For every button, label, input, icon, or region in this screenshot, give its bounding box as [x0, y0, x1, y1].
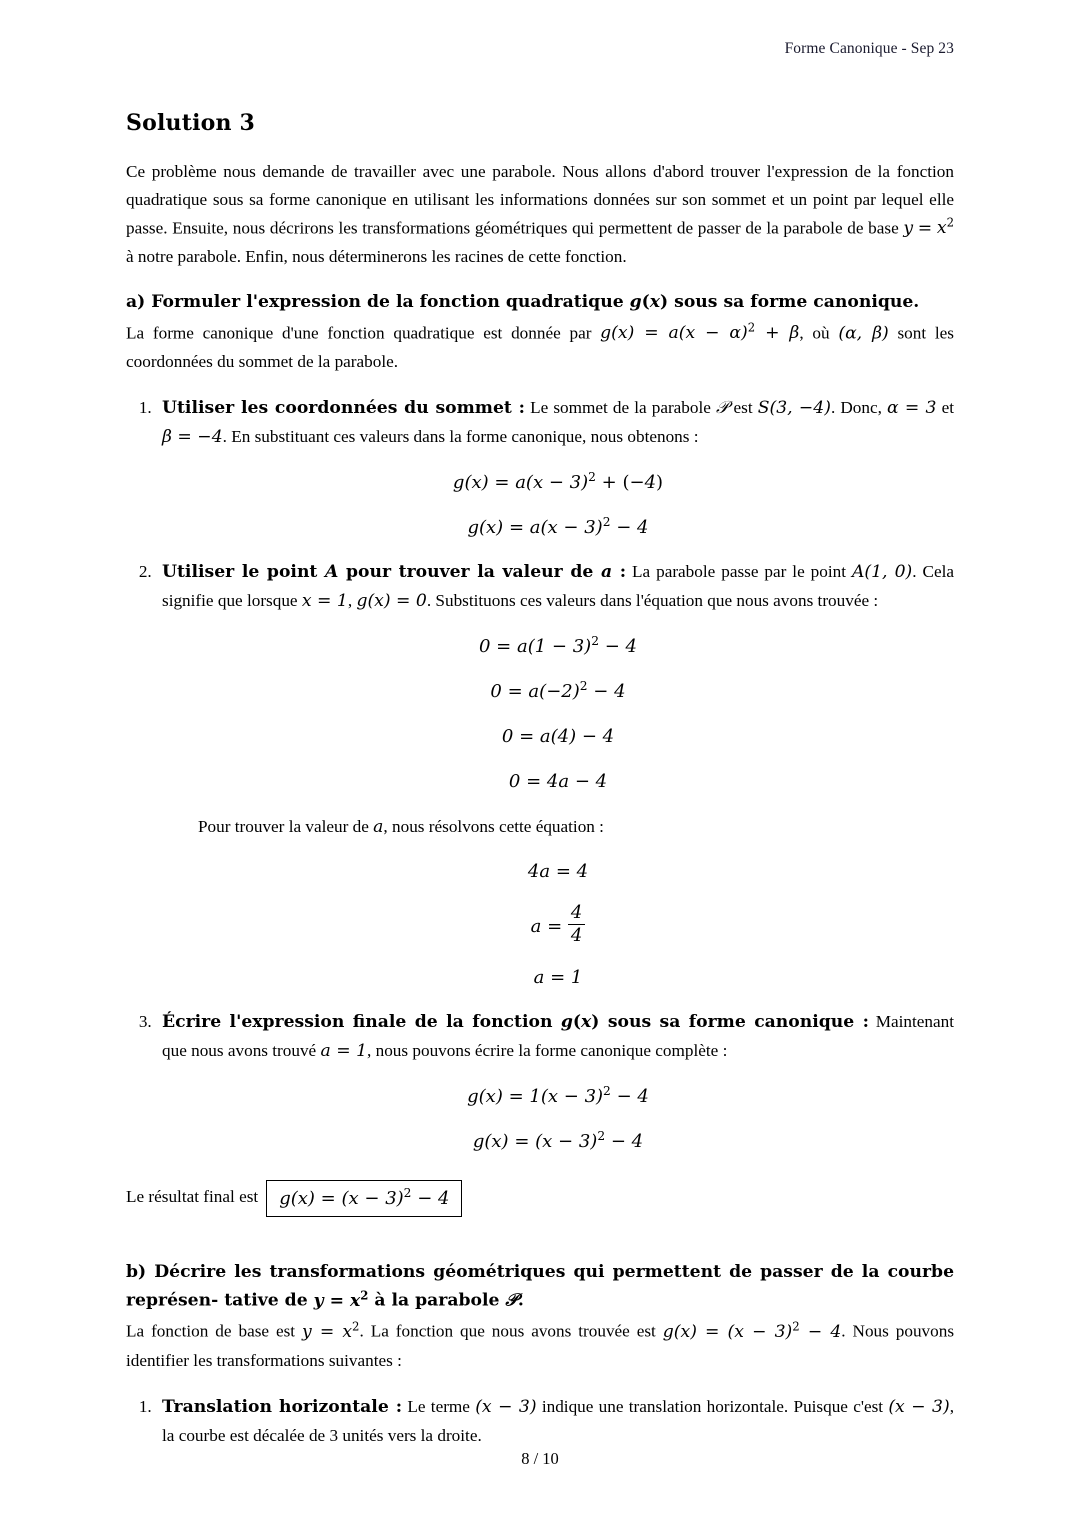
equation: $g(x) = 1(x - 3)^2 - 4$: [467, 1083, 649, 1107]
part-a-heading: a) Formuler l'expression de la fonction quadratique g(x) sous sa forme canonique.: [126, 292, 920, 313]
page-title: Solution 3: [126, 110, 256, 136]
equation: 0 = a(4) − 4: [501, 726, 615, 748]
step-note: Pour trouver la valeur de a, nous résolvons cette équation :: [198, 816, 604, 837]
section-spacer: [126, 1211, 954, 1259]
result-boxed-equation: $g(x) = (x - 3)^2 - 4$: [266, 1180, 462, 1217]
equation: $0 = a(1 - 3)^2 - 4$: [478, 633, 638, 657]
step-label: Écrire l'expression finale de la fonction g(x) sous sa forme canonique :: [162, 1012, 869, 1033]
result-prefix: Le résultat final est: [126, 1187, 259, 1207]
equation: 4a = 4: [527, 861, 589, 883]
equation: $g(x) = a(x - 3)^2 + (-4)$: [452, 469, 664, 493]
step-label: Utiliser le point A pour trouver la valeur de a :: [162, 562, 627, 583]
step-label: Utiliser les coordonnées du sommet :: [162, 398, 526, 419]
equation: a = 1: [533, 966, 583, 988]
list-item: 1. Translation horizontale : Le terme (x − 3) indique une translation horizontale. Puisque c'est (x − 3), la courbe est décalée de 3 unités vers la droite.: [156, 1393, 954, 1450]
intro-paragraph: Ce problème nous demande de travailler avec une parabole. Nous allons d'abord trouver l'expression de la fonction quadratique sous sa forme canonique en utilisant les informations données sur son sommet et un point par lequel elle passe. Ensuite, nous décrirons les transformations géométriques qui permettent de passer de la parabole de base $y = x^2$ à notre parabole. Enfin, nous déterminerons les racines de cette fonction.: [126, 162, 955, 267]
page-footer: 8 / 10: [521, 1449, 559, 1468]
list-item: 3. Écrire l'expression finale de la fonction g(x) sous sa forme canonique : Maintenant que nous avons trouvé a = 1, nous pouvons écrire la forme canonique complète : $g(x) = 1(x - 3)^2 - 4$ $g(x) = (x - 3)^2 - 4$: [156, 1008, 954, 1156]
equation: 0 = 4a − 4: [508, 771, 608, 793]
equation: $g(x) = (x - 3)^2 - 4$: [472, 1128, 644, 1152]
part-b-heading: b) Décrire les transformations géométriques qui permettent de passer de la courbe représen- tative de $y = x^2$ à la parabole 𝒫.: [126, 1261, 954, 1311]
list-item: 2. Utiliser le point A pour trouver la valeur de a : La parabole passe par le point A(1, 0). Cela signifie que lorsque x = 1, g(x) = 0. Substituons ces valeurs dans l'équation que nous avons trouvée : $0 = a(1 - 3)^2 - 4$ $0 = a(-2)^2 - 4$ 0 = a(4) − 4 0 = 4a − 4 Pour trouver la valeur de a, nous résolvons cette équation : 4a = 4 a = $\frac{4}{4}$ a = 1: [156, 558, 954, 992]
final-result-line: [126, 1174, 954, 1211]
equation: $0 = a(-2)^2 - 4$: [490, 679, 626, 703]
part-b-lead: La fonction de base est $y = x^2$. La fonction que nous avons trouvée est $g(x) = (x - 3)^2 - 4$. Nous pouvons identifier les transformations suivantes :: [126, 1319, 955, 1371]
equation: a = $\frac{4}{4}$: [162, 903, 954, 947]
part-b-steps: [126, 1393, 954, 1450]
step-label: Translation horizontale :: [162, 1396, 403, 1417]
running-head: Forme Canonique - Sep 23: [784, 40, 954, 57]
equation: $g(x) = a(x - 3)^2 - 4$: [467, 515, 649, 539]
part-a-steps: [126, 394, 954, 1156]
part-a-lead: La forme canonique d'une fonction quadratique est donnée par $g(x) = a(x - \alpha)^2 + \beta$, où (α, β) sont les coordonnées du sommet de la parabole.: [126, 320, 954, 372]
list-item: 1. Utiliser les coordonnées du sommet : Le sommet de la parabole 𝒫 est S(3, −4). Donc, α = 3 et β = −4. En substituant ces valeurs dans la forme canonique, nous obtenons : $g(x) = a(x - 3)^2 + (-4)$ $g(x) = a(x - 3)^2 - 4$: [156, 394, 954, 542]
